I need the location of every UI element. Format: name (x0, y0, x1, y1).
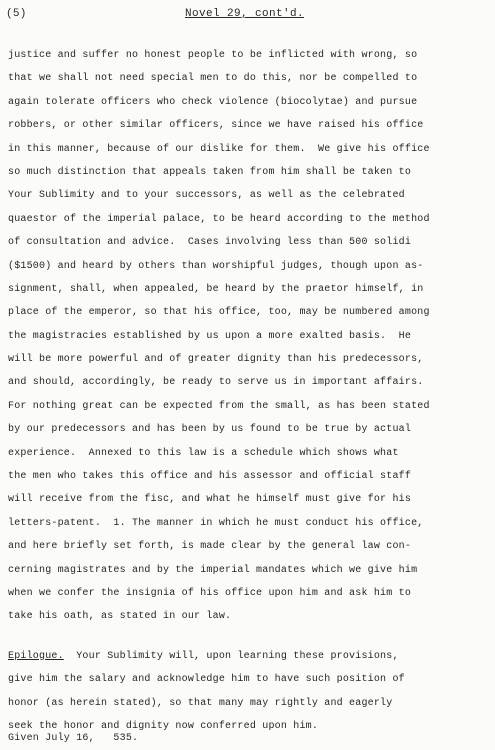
text-line: of consultation and advice. Cases involving less than 500 solidi (8, 237, 412, 249)
text-line: Your Sublimity and to your successors, as well as the celebrated (8, 190, 405, 202)
text-line: place of the emperor, so that his office, too, may be numbered among (8, 307, 430, 319)
text-line: quaestor of the imperial palace, to be heard according to the method (8, 213, 430, 225)
text-line: justice and suffer no honest people to be inflicted with wrong, so (8, 50, 418, 61)
text-line: the men who takes this office and his assessor and official staff (8, 471, 412, 483)
text-line: cerning magistrates and by the imperial mandates which we give him (8, 564, 418, 576)
text-line: the magistracies established by us upon a more exalted basis. He (8, 330, 412, 342)
text-line: when we confer the insignia of his office upon him and ask him to (8, 587, 412, 599)
running-title: Novel 29, cont'd. (185, 8, 305, 20)
text-line: so much distinction that appeals taken from him shall be taken to (8, 166, 412, 178)
text-line: by our predecessors and has been by us found to be true by actual (8, 424, 412, 436)
text-line: take his oath, as stated in our law. (8, 611, 232, 623)
text-line: robbers, or other similar officers, since we have raised his office (8, 120, 424, 132)
text-line: and should, accordingly, be ready to serve us in important affairs. (8, 377, 424, 389)
text-line: and here briefly set forth, is made clear by the general law con- (8, 541, 412, 553)
text-line: ($1500) and heard by others than worshipful judges, though upon as- (8, 260, 424, 272)
text-line: For nothing great can be expected from the small, as has been stated (8, 400, 430, 412)
text-line: again tolerate officers who check violence (biocolytae) and pursue (8, 96, 418, 108)
text-line: give him the salary and acknowledge him to have such position of (8, 674, 405, 686)
text-line: honor (as herein stated), so that many may rightly and eagerly (8, 697, 393, 709)
text-line: experience. Annexed to this law is a schedule which shows what (8, 447, 399, 459)
paragraph-gap (8, 629, 488, 645)
text-line: will receive from the fisc, and what he himself must give for his (8, 494, 412, 506)
page-number: (5) (6, 8, 27, 20)
text-line: that we shall not need special men to do this, nor be compelled to (8, 73, 418, 85)
text-line: seek the honor and dignity now conferred upon him. (8, 720, 319, 732)
text-line: in this manner, because of our dislike for them. We give his office (8, 143, 430, 155)
epilogue-heading: Epilogue. (8, 650, 64, 662)
document-body (8, 44, 488, 738)
closing-date-line: Given July 16, 535. (8, 733, 139, 744)
text-line: signment, shall, when appealed, be heard by the praetor himself, in (8, 283, 424, 295)
text-line: will be more powerful and of greater dignity than his predecessors, (8, 354, 424, 366)
epilogue-first-line-text: Your Sublimity will, upon learning these provisions, (63, 650, 399, 662)
text-line: letters-patent. 1. The manner in which he must conduct his office, (8, 517, 424, 529)
epilogue-first-line (8, 645, 488, 668)
